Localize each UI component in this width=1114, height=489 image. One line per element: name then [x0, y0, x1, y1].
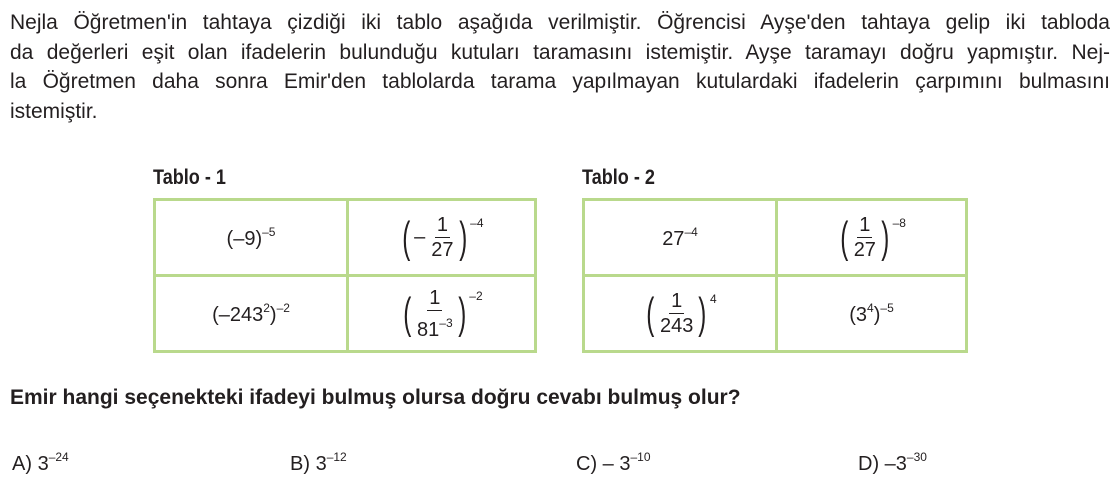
option-a[interactable]: A) $3^{-24}$	[12, 450, 69, 475]
table2-cell-r1c2: ( $\frac{1}{27}$ ) –8	[777, 200, 967, 276]
table1-cell-r2c1: $(-243^2)^{-2}$	[155, 276, 348, 352]
problem-text	[10, 8, 1110, 126]
option-b[interactable]: B) $3^{-12}$	[290, 450, 347, 475]
option-c[interactable]: $C) - 3^{-10}$	[576, 450, 651, 475]
table1-title: Tablo - 1	[153, 166, 226, 189]
problem-line-2: da değerleri eşit olan ifadelerin bulunduğu kutuları taramasını istemiştir. Ayşe taramayı doğru yapmıştır. Nej-	[10, 40, 1110, 64]
table2-cell-r2c1: ( $\frac{1}{243}$ ) 4	[584, 276, 777, 352]
table1-cell-r1c2: ( – $\frac{1}{27}$ ) –4	[348, 200, 536, 276]
table2-title: Tablo - 2	[582, 166, 655, 189]
table1-cell-r2c2: ( $\frac{1}{81^{-3}}$ ) –2	[348, 276, 536, 352]
table2-cell-r2c2: $(3^4)^{-5}$	[777, 276, 967, 352]
table2-cell-r1c1: $27^{-4}$	[584, 200, 777, 276]
option-d[interactable]: D) $-3^{-30}$	[858, 450, 927, 475]
problem-line-4: istemiştir.	[10, 99, 98, 123]
table2	[582, 198, 968, 353]
table1-cell-r1c1: $(-9)^{-5}$	[155, 200, 348, 276]
problem-line-1: Nejla Öğretmen'in tahtaya çizdiği iki tablo aşağıda verilmiştir. Öğrencisi Ayşe'den tahtaya gelip iki tabloda	[10, 11, 1110, 34]
problem-line-3: la Öğretmen daha sonra Emir'den tablolarda tarama yapılmayan kutulardaki ifadelerin çarpımını bulmasını	[10, 70, 1110, 93]
table1	[153, 198, 537, 353]
question-text: Emir hangi seçenekteki ifadeyi bulmuş olursa doğru cevabı bulmuş olur?	[10, 386, 741, 409]
